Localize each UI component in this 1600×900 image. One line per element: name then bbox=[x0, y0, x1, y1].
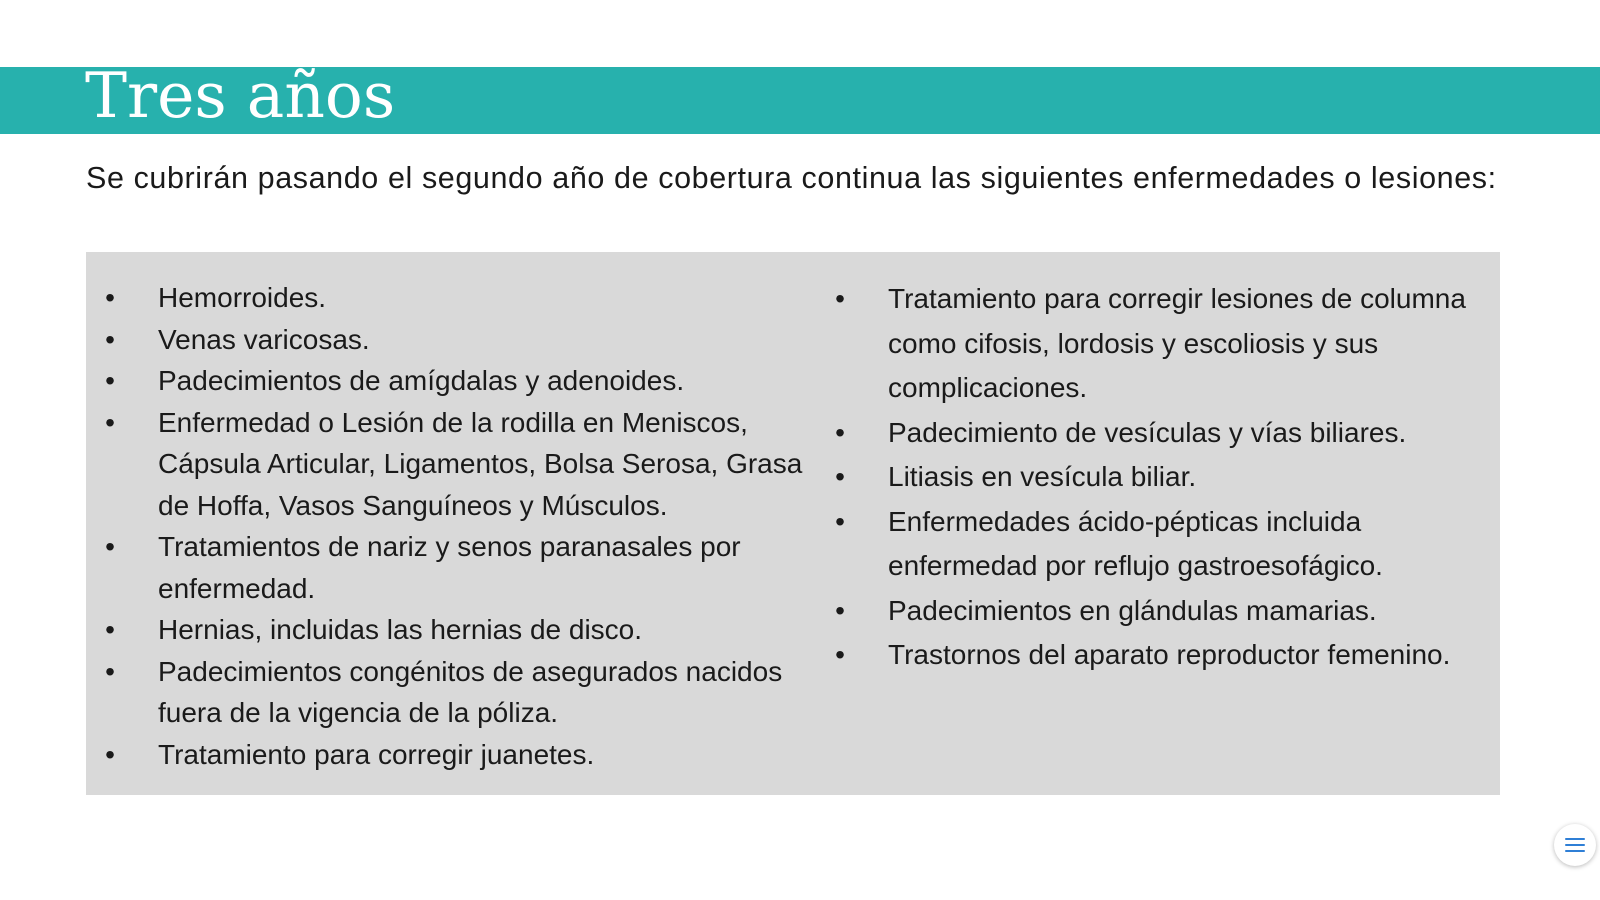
page-title: Tres años bbox=[85, 59, 396, 132]
list-item bbox=[100, 277, 810, 319]
bullet: • bbox=[105, 365, 115, 396]
bullet: • bbox=[835, 283, 845, 314]
bullet: • bbox=[835, 416, 845, 448]
list-item-text: Tratamiento para corregir juanetes. bbox=[158, 738, 595, 770]
list-item-text: Hemorroides. bbox=[158, 282, 327, 313]
bullet: • bbox=[105, 655, 115, 687]
list-item bbox=[100, 526, 810, 609]
list-item bbox=[100, 402, 810, 527]
conditions-list-right bbox=[830, 277, 1485, 678]
bullet: • bbox=[835, 505, 845, 537]
list-item-text: Padecimientos congénitos de asegurados nacidos fuera de la vigencia de la póliza. bbox=[158, 655, 783, 728]
bullet: • bbox=[835, 639, 845, 670]
bullet: • bbox=[105, 323, 115, 355]
list-item bbox=[830, 411, 1485, 456]
bullet: • bbox=[835, 594, 845, 626]
bullet: • bbox=[105, 738, 115, 770]
list-item-text: Litiasis en vesícula biliar. bbox=[888, 461, 1197, 492]
list-item-text: Padecimientos de amígdalas y adenoides. bbox=[158, 365, 685, 396]
list-item-text: Enfermedades ácido-pépticas incluida enfermedad por reflujo gastroesofágico. bbox=[888, 505, 1383, 581]
list-item bbox=[830, 455, 1485, 500]
menu-icon bbox=[1565, 837, 1585, 853]
list-item-text: Venas varicosas. bbox=[158, 323, 370, 355]
menu-button[interactable] bbox=[1554, 824, 1596, 866]
list-item bbox=[100, 609, 810, 651]
list-item-text: Trastornos del aparato reproductor femenino. bbox=[888, 639, 1451, 670]
bullet: • bbox=[105, 406, 115, 438]
list-item bbox=[100, 319, 810, 361]
list-item-text: Padecimiento de vesículas y vías biliares. bbox=[888, 416, 1407, 448]
list-item bbox=[830, 277, 1485, 411]
list-item bbox=[100, 651, 810, 734]
list-item-text: Hernias, incluidas las hernias de disco. bbox=[158, 614, 643, 645]
list-item-text: Enfermedad o Lesión de la rodilla en Meniscos, Cápsula Articular, Ligamentos, Bolsa Serosa, Grasa de Hoffa, Vasos Sanguíneos y Músculos. bbox=[158, 406, 803, 521]
list-item bbox=[830, 589, 1485, 634]
bullet: • bbox=[105, 282, 115, 313]
bullet: • bbox=[105, 531, 115, 562]
bullet: • bbox=[835, 461, 845, 492]
list-item-text: Tratamiento para corregir lesiones de columna como cifosis, lordosis y escoliosis y sus complicaciones. bbox=[888, 283, 1466, 403]
list-item bbox=[100, 360, 810, 402]
list-item bbox=[830, 500, 1485, 589]
list-item-text: Tratamientos de nariz y senos paranasales por enfermedad. bbox=[158, 531, 741, 604]
list-item bbox=[100, 734, 810, 776]
list-item-text: Padecimientos en glándulas mamarias. bbox=[888, 594, 1377, 626]
list-item bbox=[830, 633, 1485, 678]
bullet: • bbox=[105, 614, 115, 645]
intro-text: Se cubrirán pasando el segundo año de cobertura continua las siguientes enfermedades o lesiones: bbox=[86, 161, 1497, 195]
conditions-list-left bbox=[100, 277, 810, 775]
